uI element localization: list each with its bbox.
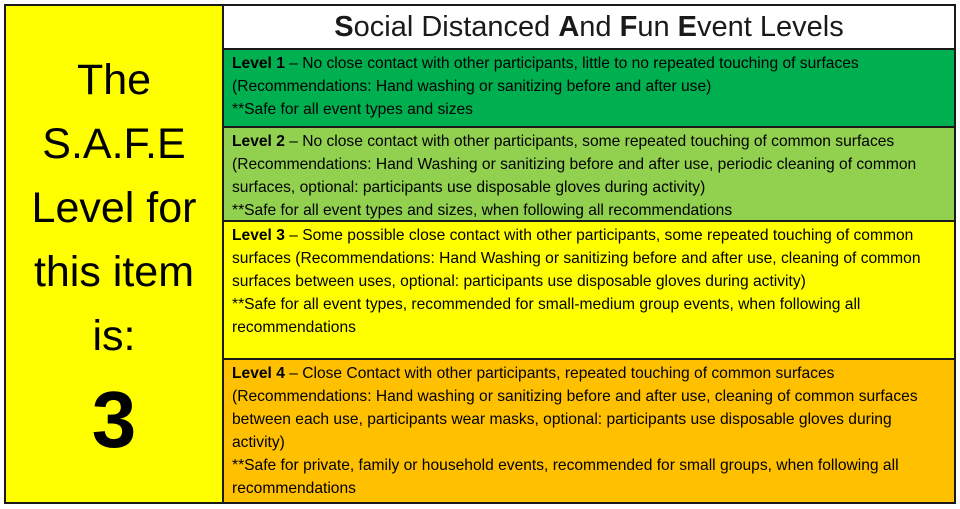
- title-part: ocial Distanced: [353, 11, 559, 43]
- title-part: un: [637, 11, 678, 43]
- level-name: Level 2: [232, 133, 285, 151]
- levels-table: [224, 6, 954, 502]
- caption-line: S.A.F.E: [42, 120, 186, 168]
- level-description: – Close Contact with other participants, repeated touching of common surfaces (Recommendations: Hand washing or sanitizing before and after use, cleaning of common surfaces between each use, participants wear masks, optional: participants use disposable gloves during activity): [232, 365, 918, 451]
- current-level-value: 3: [91, 375, 137, 464]
- level-note: **Safe for private, family or household events, recommended for small groups, when following all recommendations: [232, 457, 899, 497]
- level-note: **Safe for all event types and sizes, when following all recommendations: [232, 202, 733, 220]
- level-name: Level 3: [232, 227, 285, 245]
- level-description: – No close contact with other participants, some repeated touching of common surfaces (Recommendations: Hand Washing or sanitizing before and after use, periodic cleaning of common surfaces, optional: participants use disposable gloves during activity): [232, 133, 917, 197]
- title-part: E: [677, 11, 698, 43]
- title-part: F: [619, 11, 638, 43]
- level-name: Level 4: [232, 365, 285, 382]
- caption-line: Level for: [31, 184, 197, 232]
- level-note: **Safe for all event types and sizes: [232, 101, 473, 118]
- level-description: – Some possible close contact with other participants, some repeated touching of common surfaces (Recommendations: Hand Washing or sanitizing before and after use, cleaning of common surfaces between uses, optional: participants use disposable gloves during activity): [232, 227, 921, 291]
- caption-line: The: [76, 56, 152, 104]
- level-1-row: [224, 50, 954, 128]
- caption-line: is:: [92, 312, 136, 360]
- title-part: A: [558, 11, 580, 43]
- current-level-panel: [6, 6, 224, 502]
- level-note: **Safe for all event types, recommended for small-medium group events, when following all recommendations: [232, 296, 861, 337]
- title-part: nd: [579, 11, 620, 43]
- level-name: Level 1: [232, 55, 285, 72]
- current-level-caption: [32, 48, 197, 368]
- caption-line: this item: [33, 248, 195, 296]
- table-title: [224, 6, 954, 50]
- level-3-row: [224, 222, 954, 360]
- level-4-row: [224, 360, 954, 502]
- level-description: – No close contact with other participants, little to no repeated touching of surfaces (Recommendations: Hand washing or sanitizing before and after use): [232, 55, 859, 95]
- safe-level-sign: [4, 4, 956, 504]
- level-2-row: [224, 128, 954, 222]
- title-part: S: [334, 11, 354, 43]
- title-part: vent Levels: [697, 11, 844, 43]
